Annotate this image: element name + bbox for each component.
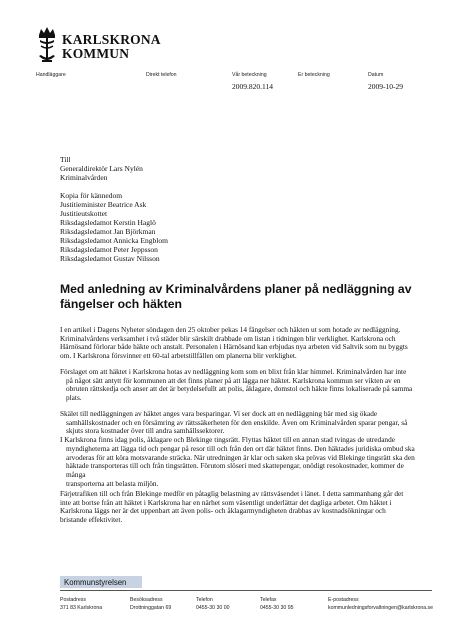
recipient-line: Riksdagsledamot Annicka Engblom bbox=[60, 236, 168, 245]
paragraph-line: Kriminalvårdens verksamhet i två städer blir särskilt drabbade om listan i tidningen blir verklighet. Karlskrona och bbox=[60, 333, 396, 343]
footer-label-fax: Telefax bbox=[260, 597, 277, 603]
footer-phone: 0455-30 30 00 bbox=[196, 605, 230, 611]
paragraph-line: skjuts stora kostnader över till andra samhällssektorer. bbox=[66, 426, 225, 436]
body-paragraph-1 bbox=[60, 326, 420, 361]
footer-divider bbox=[60, 590, 432, 591]
paragraph-line: Karlskrona läggs ner är det uppenbart att även polis- och åklagarmyndigheten drabbas av kostnadsökningar och bbox=[60, 506, 386, 516]
paragraph-line: Färjetrafiken till och från Blekinge medför en påtaglig belastning av rättsväsendet i länet. I detta sammanhang går det bbox=[60, 489, 404, 498]
header-label-handler: Handläggare bbox=[36, 72, 66, 78]
footer-visiting-address: Drottninggatan 69 bbox=[130, 605, 172, 611]
recipient-line: Riksdagsledamot Jan Björkman bbox=[60, 227, 156, 236]
header-label-our-reference: Vår beteckning bbox=[232, 72, 267, 78]
footer-email-link[interactable]: kommunledningsforvaltningen@karlskrona.se bbox=[328, 605, 434, 611]
footer-label-visiting-address: Besöksadress bbox=[130, 597, 163, 603]
header-label-date: Datum bbox=[368, 72, 384, 78]
recipient-line: Riksdagsledamot Gustav Nilsson bbox=[60, 254, 160, 263]
paragraph-line: I Karlskrona finns idag polis, åklagare och Blekinge tingsrätt. Flyttas häktet till en annan stad tvingas de utredande bbox=[60, 435, 395, 445]
footer-label-email: E-postadress bbox=[328, 597, 359, 603]
paragraph-line: obruten rättskedja och anser att det är betydelsefullt att polis, åklagare, domstol och häkte finns lokaliserade på samma bbox=[66, 384, 413, 394]
title-line: fängelser och häkten bbox=[60, 297, 182, 311]
paragraph-line: Förslaget om att häktet i Karlskrona hotas av nedläggning kom som en blixt från klar himmel. Kriminalvården har inte bbox=[60, 367, 407, 376]
footer-postal-address: 371 83 Karlskrona bbox=[60, 605, 103, 611]
recipient-line: Riksdagsledamot Kerstin Haglö bbox=[60, 218, 156, 227]
recipient-line: Riksdagsledamot Peter Jeppsson bbox=[60, 245, 158, 254]
recipient-line: Generaldirektör Lars Nylén bbox=[60, 164, 143, 173]
date-value: 2009-10-29 bbox=[368, 82, 403, 91]
our-reference-value: 2009.820.114 bbox=[232, 82, 273, 91]
logo-text-line2: KOMMUN bbox=[62, 46, 130, 61]
department-label: Kommunstyrelsen bbox=[64, 578, 127, 587]
recipient-line: Justitieminister Beatrice Ask bbox=[60, 200, 147, 209]
crown-crest-icon bbox=[36, 26, 58, 66]
paragraph-line: plats. bbox=[66, 393, 82, 403]
paragraph-line: I en artikel i Dagens Nyheter söndagen den 25 oktober pekas 14 fängelser och häkten ut som hotade av nedläggning. bbox=[60, 325, 401, 334]
paragraph-line: myndigheterna att lägga tid och pengar på resor till och från den ort där häktet finns. Den häktades juridiska ombud ska bbox=[66, 443, 415, 453]
paragraph-line: samhällskostnader och en försämring av rättssäkerheten för den enskilde. Även om Kriminalvården sparar pengar, så bbox=[66, 417, 408, 427]
body-paragraph-4 bbox=[60, 490, 420, 525]
body-paragraph-2 bbox=[60, 368, 420, 403]
paragraph-line: Härnösand förlorar både häkte och anstalt. Personalen i Härnösand kan erbjudas nya arbeten vid Saltvik som nu byggts bbox=[60, 342, 408, 352]
footer-label-phone: Telefon bbox=[196, 597, 213, 603]
letter-title bbox=[60, 282, 432, 312]
paragraph-line: Skälet till nedläggningen av häktet anges vara besparingar. Vi ser dock att en nedläggning bär med sig ökade bbox=[60, 409, 378, 418]
paragraph-line: arvoderas för att köra motsvarande sträcka. När utredningen är klar och saken ska prövas vid Blekinge tingsrätt ska den bbox=[66, 452, 415, 462]
header-label-your-reference: Er beteckning bbox=[298, 72, 330, 78]
paragraph-line: om. I Karlskrona försvinner ett 60-tal arbetstillfällen om planerna blir verklighet. bbox=[60, 351, 297, 361]
paragraph-line: häktade transporteras till och från tingsrätten. Förutom slöseri med skattepengar, onödigt resokostnader, kommer de många bbox=[66, 461, 404, 479]
logo-text-line1: KARLSKRONA bbox=[62, 32, 161, 47]
paragraph-line: transporterna att belasta miljön. bbox=[66, 478, 159, 488]
paragraph-line: på något sätt antytt för kommunen att det finns planer på att lägga ner häktet. Karlskrona kommun ser vikten av en bbox=[66, 375, 401, 385]
body-paragraph-3 bbox=[60, 410, 420, 488]
recipient-line: Justitieutskottet bbox=[60, 209, 108, 218]
footer-fax: 0455-30 30 95 bbox=[260, 605, 294, 611]
recipient-line: Till bbox=[60, 155, 71, 164]
paragraph-line: inte att bortse från att häktet i Karlskrona har en närhet som väsentligt underlättar det dagliga arbetet. Om häktet i bbox=[60, 497, 392, 507]
karlskrona-kommun-logo bbox=[36, 26, 161, 70]
paragraph-line: bristande effektivitet. bbox=[60, 515, 123, 525]
recipient-line: Kriminalvården bbox=[60, 173, 108, 182]
copy-label: Kopia för kännedom bbox=[60, 191, 123, 200]
header-label-direct-phone: Direkt telefon bbox=[146, 72, 177, 78]
title-line: Med anledning av Kriminalvårdens planer på nedläggning av bbox=[60, 282, 412, 296]
footer-label-postal-address: Postadress bbox=[60, 597, 86, 603]
